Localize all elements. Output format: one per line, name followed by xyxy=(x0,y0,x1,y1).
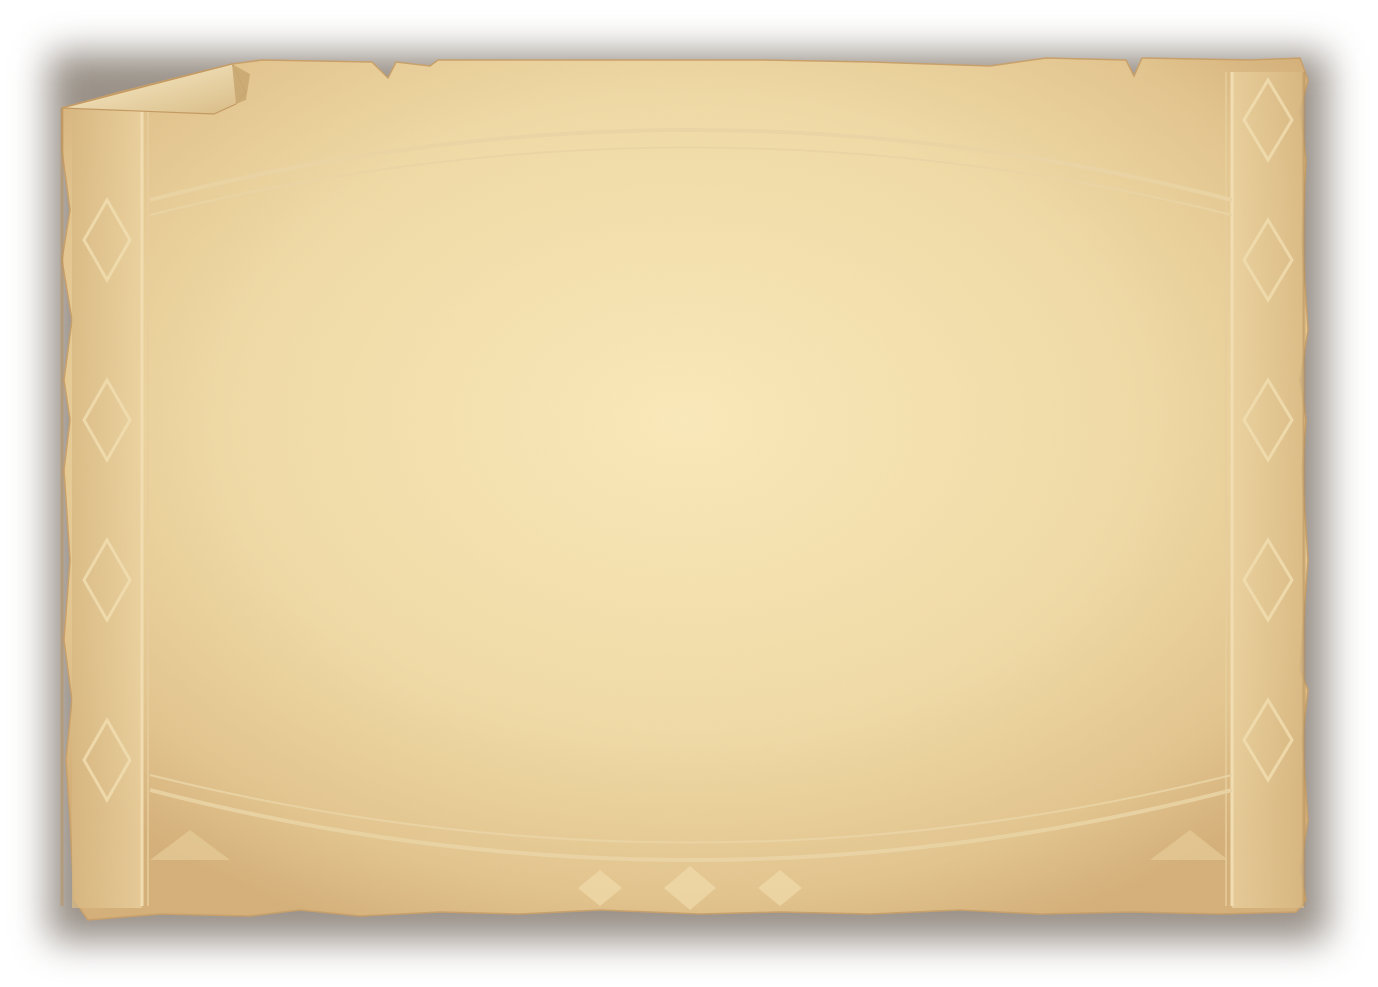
panel-content-area xyxy=(160,190,1220,790)
